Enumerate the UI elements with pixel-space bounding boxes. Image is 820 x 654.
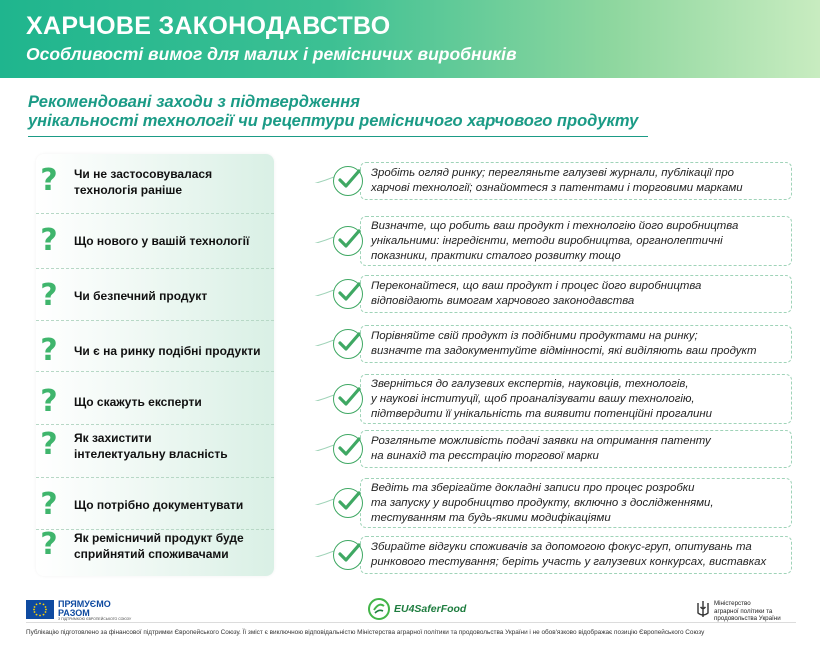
header-banner <box>0 0 820 78</box>
ministry-label <box>714 600 781 623</box>
question-line: Чи не застосовувалася <box>74 167 213 181</box>
check-icon <box>333 226 363 256</box>
check-icon <box>333 279 363 309</box>
question-mark-icon: ? <box>40 333 58 368</box>
page-title: ХАРЧОВЕ ЗАКОНОДАВСТВО <box>26 12 391 40</box>
connector-line <box>274 286 334 296</box>
recommendation-box <box>360 478 792 528</box>
recommendation-box <box>360 430 792 468</box>
section-title-line2: унікальності технології чи рецептури ремісничого харчового продукту <box>28 112 639 130</box>
recommendation-box <box>360 325 792 363</box>
ministry-label-line1: Міністерство <box>714 600 751 607</box>
recommendation-line: Збирайте відгуки споживачів за допомогою фокус-груп, опитувань та <box>371 541 752 553</box>
connector-line <box>274 547 334 557</box>
recommendation-box <box>360 536 792 574</box>
question-text <box>74 497 274 513</box>
recommendation-line: визначте та задокументуйте відмінності, які виділяють ваш продукт <box>371 345 757 357</box>
recommendation-box <box>360 216 792 266</box>
check-icon <box>333 166 363 196</box>
recommendation-line: Переконайтеся, що ваш продукт і процес його виробництва <box>371 280 702 292</box>
recommendation-row <box>0 426 820 480</box>
eu-label <box>58 600 111 618</box>
footer-disclaimer: Публікацію підготовлено за фінансової підтримки Європейського Союзу. Її зміст є виключною відповідальністю Міністерства аграрної політики та продовольства України і не обов'язково відображає позицію Європейського Союзу <box>26 629 705 636</box>
section-title <box>28 93 728 131</box>
connector-line <box>274 495 334 505</box>
eu-label-line1: ПРЯМУЄМО <box>58 599 111 609</box>
check-icon <box>333 384 363 414</box>
section-title-underline <box>28 136 648 137</box>
eu-flag-icon <box>26 600 54 619</box>
recommendation-line: відповідають вимогам харчового законодавства <box>371 295 635 307</box>
question-line: сприйнятий споживачами <box>74 547 229 561</box>
question-line: Як ремісничий продукт буде <box>74 531 244 545</box>
connector-line <box>274 441 334 451</box>
question-mark-icon: ? <box>40 223 58 258</box>
question-mark-icon: ? <box>40 384 58 419</box>
question-text <box>74 343 274 359</box>
question-line: технологія раніше <box>74 183 183 197</box>
connector-line <box>274 336 334 346</box>
question-line: Що нового у вашій технології <box>74 234 250 248</box>
eu4saferfood-label: EU4SaferFood <box>394 603 467 615</box>
ministry-label-line2: аграрної політики та <box>714 607 773 615</box>
recommendation-line: Розгляньте можливість подачі заявки на отримання патенту <box>371 435 711 447</box>
recommendation-line: у наукові інституції, щоб проаналізувати вашу технологію, <box>371 393 695 405</box>
question-line: Чи безпечний продукт <box>74 289 208 303</box>
question-line: Що скажуть експерти <box>74 395 202 409</box>
recommendation-line: харчові технології; ознайомтеся з патентами і торговими марками <box>371 182 743 194</box>
question-mark-icon: ? <box>40 163 58 198</box>
question-text <box>74 166 274 198</box>
recommendation-row <box>0 270 820 324</box>
question-mark-icon: ? <box>40 278 58 313</box>
recommendation-line: та запуску у виробництво продукту, включно з дослідженнями, <box>371 497 714 509</box>
recommendation-box <box>360 374 792 424</box>
recommendation-line: унікальними: інгредієнти, методи виробництва, органолептичні <box>371 235 723 247</box>
question-line: інтелектуальну власність <box>74 447 228 461</box>
recommendation-line: Порівняйте свій продукт із подібними продуктами на ринку; <box>371 330 698 342</box>
recommendation-line: Визначте, що робить ваш продукт і технологію його виробництва <box>371 220 739 232</box>
question-line: Що потрібно документувати <box>74 498 244 512</box>
recommendation-row <box>0 373 820 427</box>
eu-label-line2: РАЗОМ <box>58 608 90 618</box>
recommendation-line: на винахід та реєстрацію торгової марки <box>371 450 599 462</box>
recommendation-row <box>0 322 820 376</box>
recommendation-line: показники, практики сталого розвитку тощо <box>371 250 621 262</box>
ministry-logo <box>696 600 806 624</box>
question-line: Як захистити <box>74 431 152 445</box>
ministry-label-line3: продовольства України <box>714 615 781 622</box>
recommendation-line: тестуванням та будь-якими модифікаціями <box>371 512 611 524</box>
recommendation-line: Зробіть огляд ринку; перегляньте галузеві журнали, публікації про <box>371 167 734 179</box>
question-line: Чи є на ринку подібні продукти <box>74 344 261 358</box>
recommendation-line: підтвердити її унікальність та виявити потенційні прогалини <box>371 408 712 420</box>
recommendation-line: ринкового тестування; беріть участь у галузевих конкурсах, виставках <box>371 556 767 568</box>
eu-together-logo <box>26 600 206 622</box>
recommendation-row <box>0 160 820 214</box>
check-icon <box>333 434 363 464</box>
recommendation-box <box>360 162 792 200</box>
check-icon <box>333 540 363 570</box>
question-mark-icon: ? <box>40 487 58 522</box>
connector-line <box>274 173 334 183</box>
section-title-line1: Рекомендовані заходи з підтвердження <box>28 93 360 111</box>
footer-divider <box>26 622 796 623</box>
question-mark-icon: ? <box>40 527 58 562</box>
check-icon <box>333 488 363 518</box>
recommendation-row <box>0 214 820 268</box>
question-text <box>74 530 274 562</box>
eu4saferfood-logo-icon <box>368 598 390 620</box>
connector-line <box>274 233 334 243</box>
recommendation-row <box>0 478 820 532</box>
question-text <box>74 430 274 462</box>
eu4saferfood-logo <box>368 598 478 624</box>
recommendation-line: Зверніться до галузевих експертів, науковців, технологів, <box>371 378 689 390</box>
trident-icon <box>696 600 710 620</box>
question-text <box>74 394 274 410</box>
page-subtitle: Особливості вимог для малих і ремісничих виробників <box>26 44 517 64</box>
check-icon <box>333 329 363 359</box>
eu-label-sub: З ПІДТРИМКОЮ ЄВРОПЕЙСЬКОГО СОЮЗУ <box>58 617 132 621</box>
question-text <box>74 233 274 249</box>
recommendation-line: Ведіть та зберігайте докладні записи про процес розробки <box>371 482 695 494</box>
question-mark-icon: ? <box>40 427 58 462</box>
connector-line <box>274 391 334 401</box>
question-text <box>74 288 274 304</box>
recommendation-box <box>360 275 792 313</box>
recommendation-row <box>0 527 820 584</box>
